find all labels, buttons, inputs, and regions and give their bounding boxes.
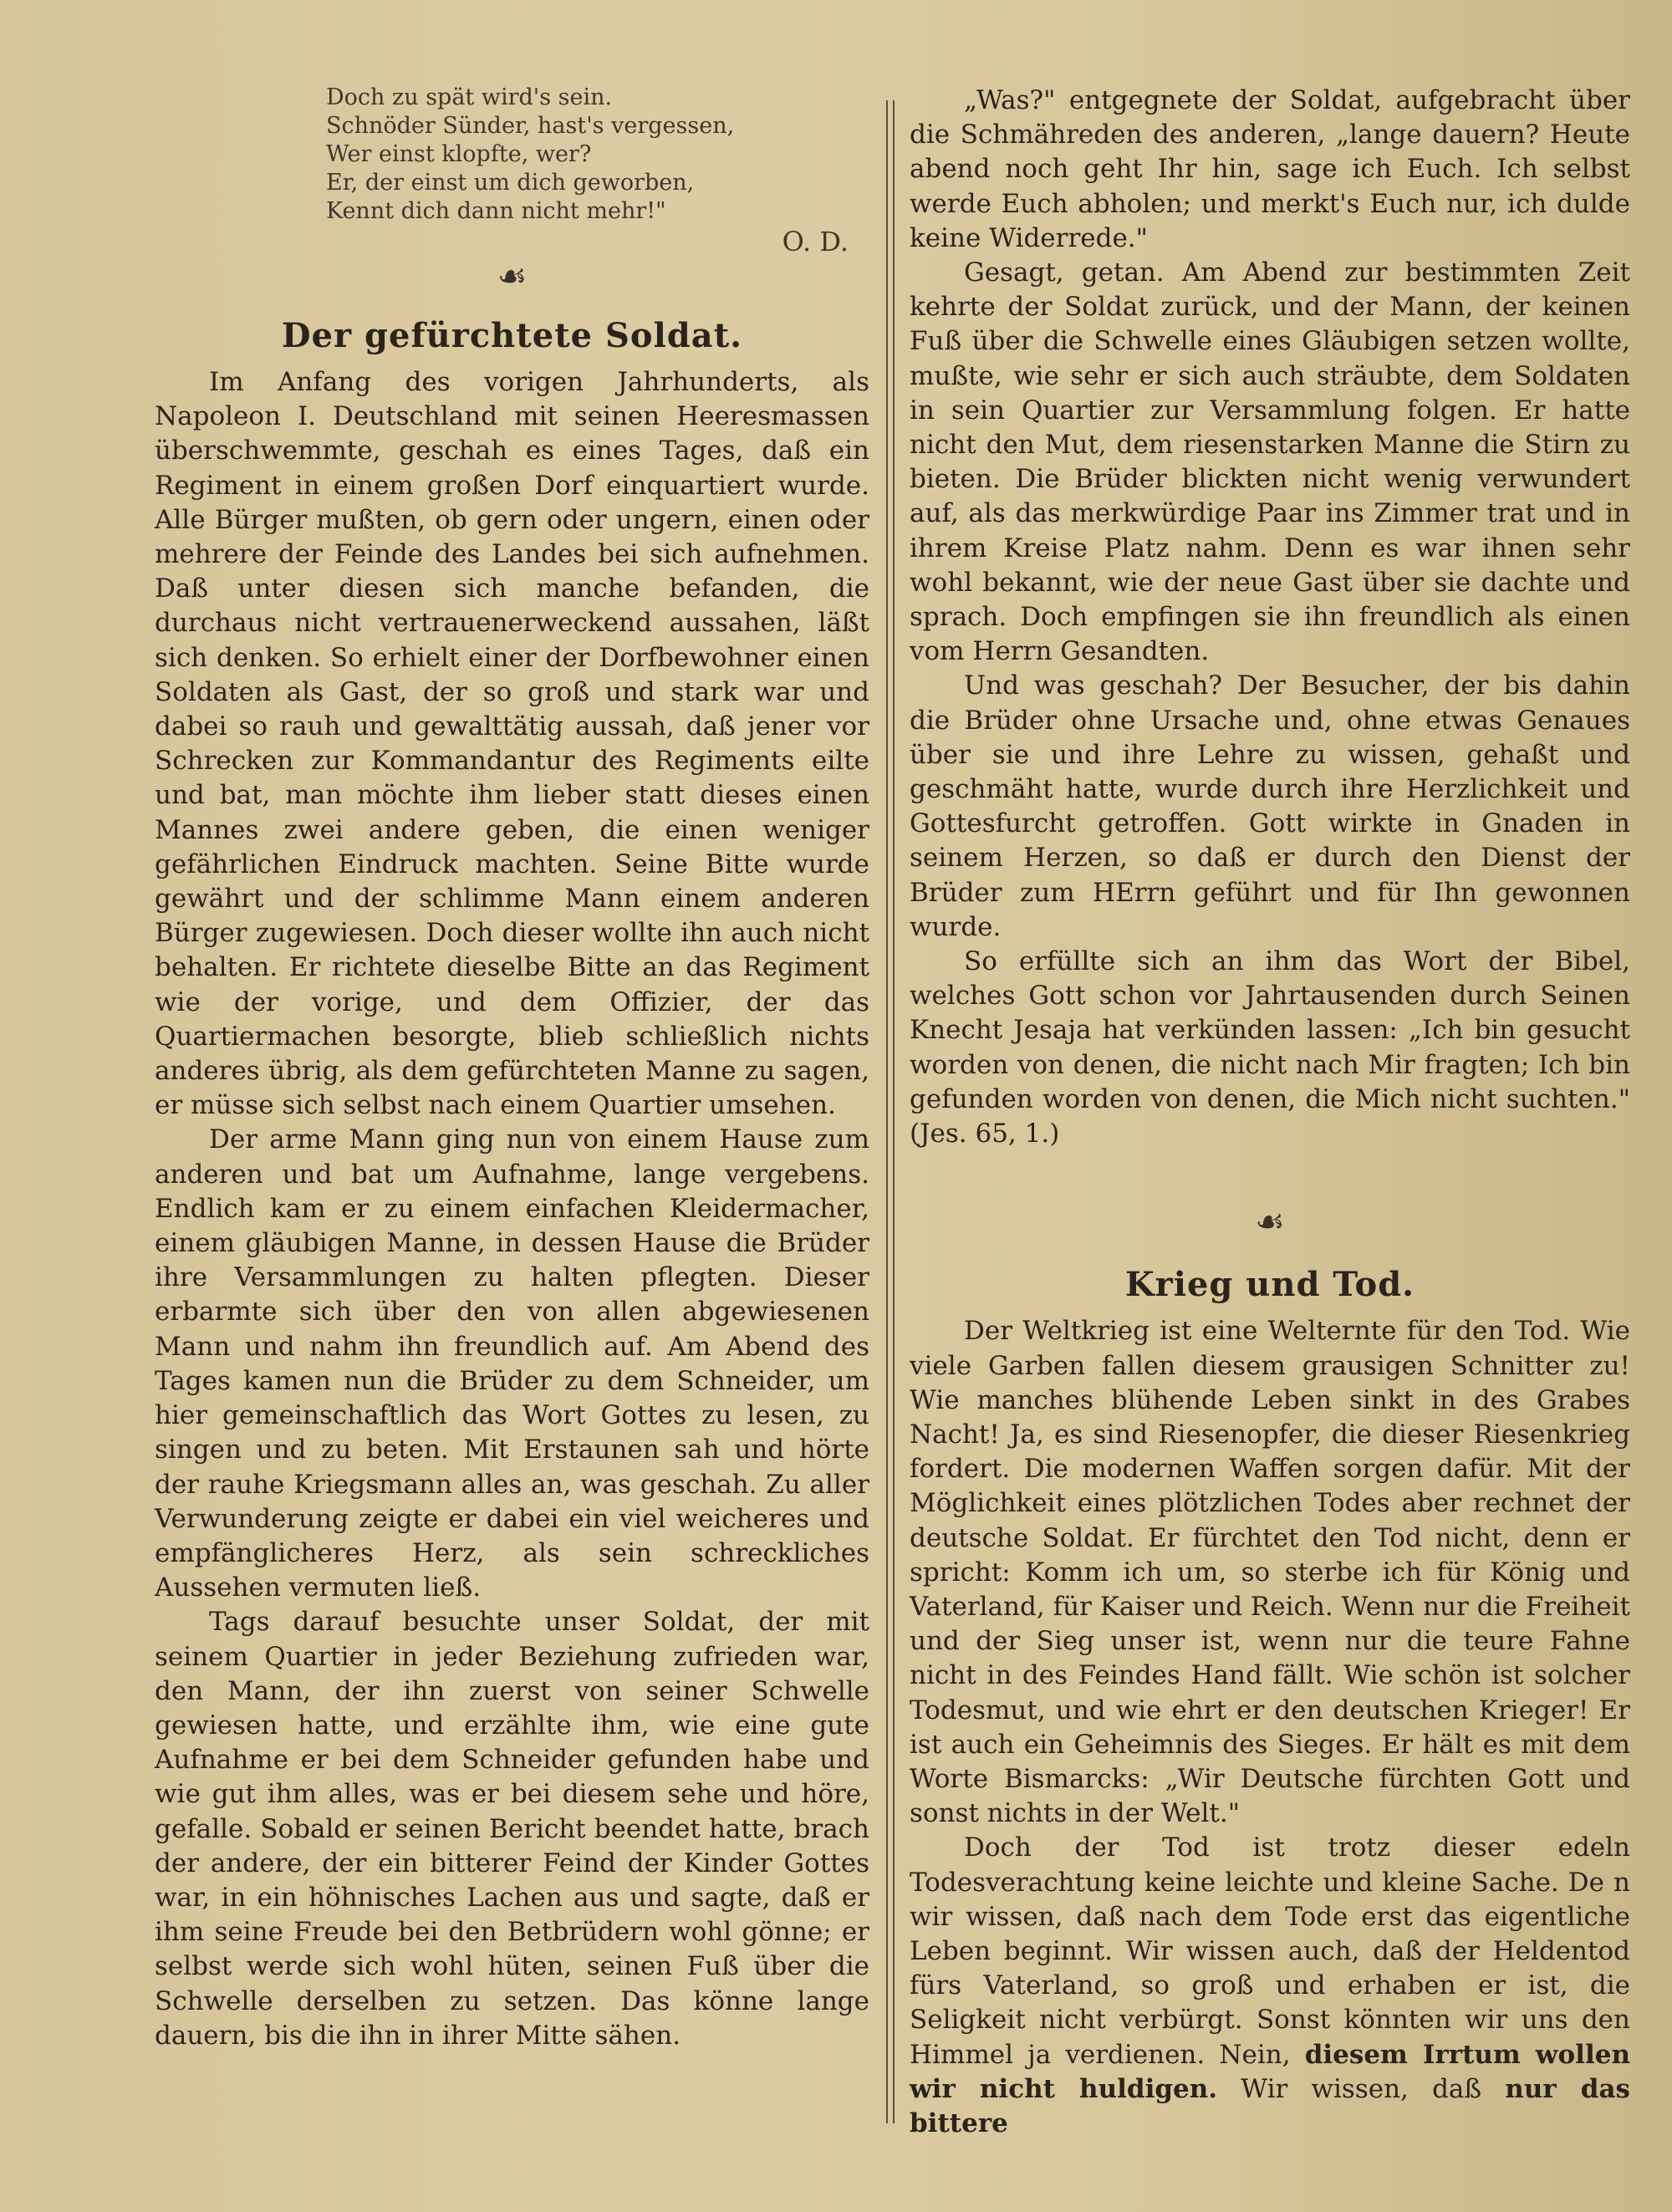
article-body-soldat bbox=[155, 365, 869, 2053]
paragraph bbox=[910, 1831, 1630, 2141]
bold-phrase: nur das bittere bbox=[910, 2073, 1631, 2138]
paragraph: Der arme Mann ging nun von einem Hause zum anderen und bat um Aufnahme, lange vergebens. Endlich kam er zu einem einfachen Kleidermacher, einem gläubigen Manne, in dessen Hause die Brüder ihre Versammlungen zu halten pflegten. Dieser erbarmte sich über den von allen abgewiesenen Mann und nahm ihn freundlich auf. Am Abend des Tages kamen nun die Brüder zu dem Schneider, um hier gemeinschaftlich das Wort Gottes zu lesen, zu singen und zu beten. Mit Erstaunen sah und hörte der rauhe Kriegsmann alles an, was geschah. Zu aller Verwunderung zeigte er dabei ein viel weicheres und empfänglicheres Herz, als sein schreckliches Aussehen vermuten ließ. bbox=[155, 1124, 869, 1603]
column-divider bbox=[886, 100, 895, 2123]
poem-line: Kennt dich dann nicht mehr!" bbox=[326, 198, 666, 224]
bold-phrase: diesem Irrtum wollen wir nicht huldigen. bbox=[910, 2039, 1630, 2104]
paragraph: Tags darauf besuchte unser Soldat, der mit seinem Quartier in jeder Beziehung zufrieden war, den Mann, der ihn zuerst von seiner Schwelle gewiesen hatte, und erzählte ihm, wie eine gute Aufnahme er bei dem Schneider gefunden habe und wie gut ihm alles, was er bei diesem sehe und höre, gefalle. Sobald er seinen Bericht beendet hatte, brach der andere, der ein bitterer Feind der Kinder Gottes war, in ein höhnisches Lachen aus und sagte, daß er ihm seine Freude bei den Betbrüdern wohl gönne; er selbst werde sich wohl hüten, seinen Fuß über die Schwelle derselben zu setzen. Das könne lange dauern, bis die ihn in ihrer Mitte sähen. bbox=[155, 1607, 869, 2051]
poem-line: Wer einst klopfte, wer? bbox=[326, 141, 592, 167]
poem-line: Doch zu spät wird's sein. bbox=[326, 84, 613, 110]
poem-fragment bbox=[326, 84, 869, 256]
paragraph: „Was?" entgegnete der Soldat, aufgebracht über die Schmähreden des anderen, „lange dauern? Heute abend noch geht Ihr hin, sage ich Euch. Ich selbst werde Euch abholen; und merkt's Euch nur, ich dulde keine Widerrede." bbox=[910, 85, 1630, 253]
poem-line: Er, der einst um dich geworben, bbox=[326, 170, 695, 196]
paragraph: Der Weltkrieg ist eine Welternte für den Tod. Wie viele Garben fallen diesem grausigen Schnitter zu! Wie manches blühende Leben sinkt in des Grabes Nacht! Ja, es sind Riesenopfer, die dieser Riesenkrieg fordert. Die modernen Waffen sorgen dafür. Mit der Möglichkeit eines plötzlichen Todes aber rechnet der deutsche Soldat. Er fürchtet den Tod nicht, denn er spricht: Komm ich um, so sterbe ich für König und Vaterland, für Kaiser und Reich. Wenn nur die Freiheit und der Sieg unser ist, wenn nur die teure Fahne nicht in des Feindes Hand fällt. Wie schön ist solcher Todesmut, und wie ehrt er den deutschen Krieger! Er ist auch ein Geheimnis des Sieges. Er hält es mit dem Worte Bismarcks: „Wir Deutsche fürchten Gott und sonst nichts in der Welt." bbox=[910, 1316, 1630, 1829]
ornament-icon: ☙ bbox=[497, 257, 528, 296]
article-body-krieg bbox=[910, 1314, 1630, 2141]
poem-line: Schnöder Sünder, hast's vergessen, bbox=[326, 113, 735, 139]
text-run: Doch der Tod ist trotz dieser edeln Todesverachtung keine leichte und kleine Sache. De n wir wissen, daß nach dem Tode erst das eigentliche Leben beginnt. Wir wissen auch, daß der Heldentod fürs Vaterland, so groß und erhaben er ist, die Seligkeit nicht verbürgt. Sonst könnten wir uns den Himmel ja verdienen. Nein, bbox=[910, 1832, 1630, 2070]
right-column bbox=[910, 84, 1630, 2141]
article-title-soldat: Der gefürchtete Soldat. bbox=[281, 316, 743, 355]
left-column bbox=[155, 84, 869, 2053]
ornament-icon: ☙ bbox=[1255, 1203, 1285, 1242]
paragraph: Im Anfang des vorigen Jahrhunderts, als Napoleon I. Deutschland mit seinen Heeresmassen überschwemmte, geschah es eines Tages, daß ein Regiment in einem großen Dorf einquartiert wurde. Alle Bürger mußten, ob gern oder ungern, einen oder mehrere der Feinde des Landes bei sich aufnehmen. Daß unter diesen sich manche befanden, die durchaus nicht vertrauenerweckend aussahen, läßt sich denken. So erhielt einer der Dorfbewohner einen Soldaten als Gast, der so groß und stark war und dabei so rauh und gewalttätig aussah, daß jener vor Schrecken zur Kommandantur des Regiments eilte und bat, man möchte ihm lieber statt dieses einen Mannes zwei andere geben, die einen weniger gefährlichen Eindruck machten. Seine Bitte wurde gewährt und der schlimme Mann einem anderen Bürger zugewiesen. Doch dieser wollte ihn auch nicht behalten. Er richtete dieselbe Bitte an das Regiment wie der vorige, und dem Offizier, der das Quartiermachen besorgte, blieb schließlich nichts anderes übrig, als dem gefürchteten Manne zu sagen, er müsse sich selbst nach einem Quartier umsehen. bbox=[155, 367, 869, 1121]
article-title-krieg: Krieg und Tod. bbox=[1124, 1265, 1415, 1305]
text-run: Wir wissen, daß bbox=[1241, 2073, 1482, 2104]
paragraph: Und was geschah? Der Besucher, der bis dahin die Brüder ohne Ursache und, ohne etwas Genaues über sie und ihre Lehre zu wissen, gehaßt und geschmäht hatte, wurde durch ihre Herzlichkeit und Gottesfurcht getroffen. Gott wirkte in Gnaden in seinem Herzen, so daß er durch den Dienst der Brüder zum HErrn geführt und für Ihn gewonnen wurde. bbox=[910, 670, 1630, 942]
paragraph: So erfüllte sich an ihm das Wort der Bibel, welches Gott schon vor Jahrtausenden durch Seinen Knecht Jesaja hat verkünden lassen: „Ich bin gesucht worden von denen, die nicht nach Mir fragten; Ich bin gefunden worden von denen, die Mich nicht suchten." (Jes. 65, 1.) bbox=[910, 946, 1630, 1149]
article-body-soldat-continued bbox=[910, 84, 1630, 1151]
paragraph: Gesagt, getan. Am Abend zur bestimmten Zeit kehrte der Soldat zurück, und der Mann, der keinen Fuß über die Schwelle eines Gläubigen setzen wollte, mußte, wie sehr er sich auch sträubte, dem Soldaten in sein Quartier zur Versammlung folgen. Er hatte nicht den Mut, dem riesenstarken Manne die Stirn zu bieten. Die Brüder blickten nicht wenig verwundert auf, als das merkwürdige Paar ins Zimmer trat und in ihrem Kreise Platz nahm. Denn es war ihnen sehr wohl bekannt, wie der neue Gast über sie dachte und sprach. Doch empfingen sie ihn freundlich als einen vom Herrn Gesandten. bbox=[910, 257, 1630, 667]
poem-signature: O. D. bbox=[782, 226, 849, 257]
